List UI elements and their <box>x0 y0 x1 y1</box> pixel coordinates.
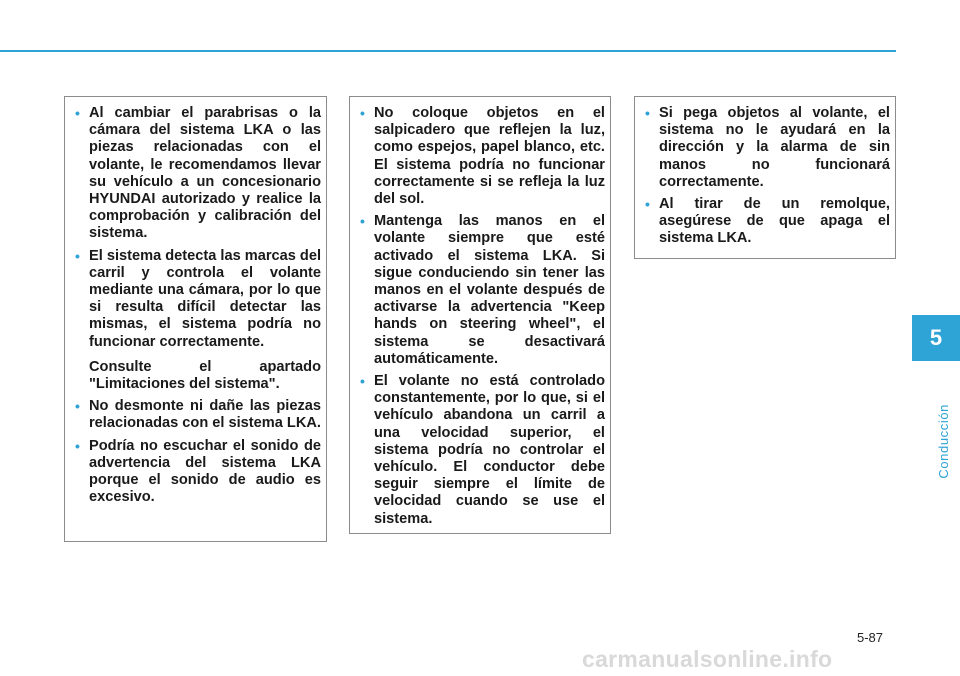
warning-item <box>71 398 321 432</box>
bullet-icon: • <box>360 213 365 230</box>
watermark: carmanualsonline.info <box>582 646 833 672</box>
warning-text: Podría no escuchar el sonido de advertencia del sistema LKA porque el sonido de audio es excesivo. <box>89 437 321 506</box>
bullet-icon: • <box>75 105 80 121</box>
warning-text: Mantenga las manos en el volante siempre que esté activado el sistema LKA. Si sigue conduciendo sin tener las manos en el volante después de activarse la advertencia "Keep hands on steering wheel", el sistema se desactivará automáticamente. <box>374 213 605 367</box>
warning-list-1 <box>71 105 321 506</box>
chapter-number: 5 <box>929 325 943 350</box>
warning-item <box>71 105 321 243</box>
warning-text: El sistema detecta las marcas del carril y controla el volante mediante una cámara, por lo que si resulta difícil detectar las mismas, el sistema podría no funcionar correctamente. <box>89 247 322 350</box>
warning-item <box>356 373 605 528</box>
warning-item <box>356 213 605 368</box>
bullet-icon: • <box>75 398 80 415</box>
warning-text: No coloque objetos en el salpicadero que reflejen la luz, como espejos, papel blanco, etc. El sistema podría no funcionar correctamente si se refleja la luz del sol. <box>374 105 605 208</box>
warning-list-3 <box>641 105 890 248</box>
chapter-name: Conducción <box>936 404 951 479</box>
warning-list-2 <box>356 105 605 528</box>
warning-item <box>641 105 890 191</box>
warning-item <box>641 196 890 248</box>
warning-text: Al cambiar el parabrisas o la cámara del sistema LKA o las piezas relacionadas con el volante, le recomendamos llevar su vehículo a un concesionario HYUNDAI autorizado y realice la comprobación y calibración del sistema. <box>89 105 321 242</box>
header-rule <box>0 50 896 52</box>
warning-item <box>71 248 321 394</box>
warning-box-3 <box>634 96 896 259</box>
bullet-icon: • <box>645 196 650 213</box>
bullet-icon: • <box>645 105 650 121</box>
warning-box-1 <box>64 96 327 542</box>
page-number: 5-87 <box>857 630 884 645</box>
bullet-icon: • <box>360 373 365 390</box>
warning-item <box>71 438 321 507</box>
bullet-icon: • <box>360 105 365 121</box>
warning-note: Consulte el apartado "Limitaciones del sistema". <box>89 358 321 393</box>
warning-text: Si pega objetos al volante, el sistema no le ayudará en la dirección y la alarma de sin manos no funcionará correctamente. <box>659 105 890 190</box>
bullet-icon: • <box>75 437 80 454</box>
warning-text: No desmonte ni dañe las piezas relacionadas con el sistema LKA. <box>89 398 321 432</box>
bullet-icon: • <box>75 247 80 264</box>
warning-text: El volante no está controlado constantemente, por lo que, si el vehículo abandona un carril a una velocidad superior, el sistema podría no controlar el vehículo. El conductor debe seguir siempre el límite de velocidad cuando se use el sistema. <box>374 373 605 527</box>
warning-item <box>356 105 605 208</box>
warning-text: Al tirar de un remolque, asegúrese de que apaga el sistema LKA. <box>659 196 890 247</box>
warning-box-2 <box>349 96 611 534</box>
chapter-tab <box>912 315 960 361</box>
